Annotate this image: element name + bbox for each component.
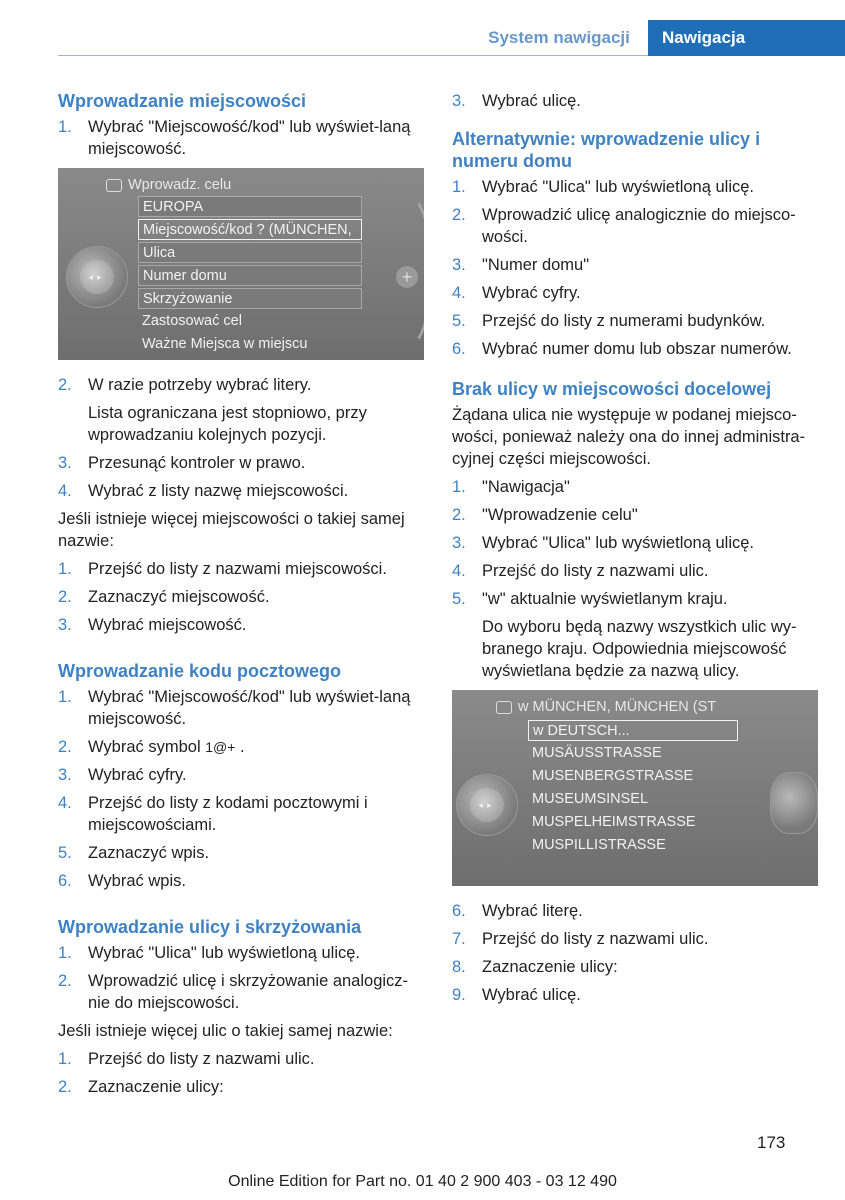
step-number: 4. (58, 482, 72, 500)
step-number: 6. (452, 902, 466, 920)
steps-place-1 (58, 116, 424, 160)
steps-final (452, 900, 818, 1006)
step-text: Zaznaczenie ulicy: (88, 1078, 224, 1096)
list-item (452, 204, 818, 248)
steps-place-3 (58, 452, 424, 502)
step-text: Wybrać cyfry. (482, 284, 581, 302)
list-item (452, 476, 818, 498)
step-number: 6. (452, 340, 466, 358)
para-duplicate-places: Jeśli istnieje więcej miejscowości o takiej samej nazwie: (58, 510, 405, 550)
street-list-item[interactable]: MUSENBERGSTRASSE (532, 768, 694, 784)
step-text: "Numer domu" (482, 256, 590, 274)
step-number: 3. (58, 616, 72, 634)
menu-item[interactable]: Ważne Miejsca w miejscu (142, 336, 308, 352)
list-item (452, 504, 818, 526)
step-text: Zaznaczyć wpis. (88, 844, 210, 862)
note-list-narrowing: Lista ograniczana jest stopniowo, przy wprowadzaniu kolejnych pozycji. (88, 404, 367, 444)
list-item (452, 90, 818, 112)
list-item (58, 1076, 424, 1098)
list-item: 2. Wybrać symbol 1@+ . (58, 738, 245, 756)
step-text: Wybrać "Ulica" lub wyświetloną ulicę. (88, 944, 360, 962)
nav-icon (496, 701, 512, 714)
steps-street-3 (452, 90, 818, 112)
step-text: Wybrać wpis. (88, 872, 186, 890)
list-item (58, 842, 424, 864)
menu-item[interactable]: Miejscowość/kod ? (MÜNCHEN, (138, 219, 362, 240)
menu-item[interactable]: EUROPA (138, 196, 362, 217)
step-number: 6. (58, 872, 72, 890)
list-item (452, 254, 818, 276)
symbol-icon: 1@+ (205, 739, 236, 755)
step-number: 1. (452, 178, 466, 196)
step-number: 1. (452, 478, 466, 496)
steps-place-4 (58, 558, 424, 636)
step-text: Wybrać "Ulica" lub wyświetloną ulicę. (482, 178, 754, 196)
page-number: 173 (757, 1133, 786, 1152)
list-item (452, 984, 818, 1006)
idrive-screen-street (452, 690, 818, 886)
steps-place-2 (58, 374, 424, 396)
step-number: 5. (58, 844, 72, 862)
list-item (452, 928, 818, 950)
step-number: 2. (58, 588, 72, 606)
step-number: 1. (58, 118, 72, 136)
list-item (58, 870, 424, 892)
menu-item[interactable]: Skrzyżowanie (138, 288, 362, 309)
list-item (58, 558, 424, 580)
idrive-screen-destination (58, 168, 424, 360)
step-number: 3. (58, 454, 72, 472)
step-text: Wybrać literę. (482, 902, 583, 920)
step-number: 2. (58, 1078, 72, 1096)
street-list-item[interactable]: MUSEUMSINSEL (532, 791, 649, 807)
side-knob (770, 772, 818, 834)
steps-postal (58, 764, 424, 892)
step-text: "Wprowadzenie celu" (482, 506, 638, 524)
street-list-item[interactable]: MUSPELHEIMSTRASSE (532, 814, 696, 830)
nav-icon (106, 179, 122, 192)
step-text: Przejść do listy z nazwami ulic. (482, 562, 709, 580)
step-text: Wybrać ulicę. (482, 986, 581, 1004)
heading-street-junction: Wprowadzanie ulicy i skrzyżowania (58, 917, 362, 937)
list-item (58, 374, 424, 396)
footer-edition: Online Edition for Part no. 01 40 2 900 403 - 03 12 490 (228, 1173, 617, 1190)
list-item (58, 1048, 424, 1070)
steps-alt (452, 176, 818, 360)
step-text: "Nawigacja" (482, 478, 570, 496)
screen-title: w MÜNCHEN, MÜNCHEN (ST (496, 696, 716, 718)
header-section-title: System nawigacji (488, 28, 630, 47)
screen-title: Wprowadz. celu (106, 174, 231, 196)
street-list-item[interactable]: w DEUTSCH... (528, 720, 738, 741)
step-text: Wybrać z listy nazwę miejscowości. (88, 482, 349, 500)
step-text: Wybrać miejscowość. (88, 616, 247, 634)
step-text: "w" aktualnie wyświetlanym kraju. (482, 590, 728, 608)
step-number: 5. (452, 590, 466, 608)
controller-arrows-icon: ◂▸ (80, 260, 114, 294)
list-item: 1. Wybrać "Miejscowość/kod" lub wyświet-laną miejscowość. (58, 688, 411, 728)
list-item (452, 176, 818, 198)
controller-arrows-icon: ◂▸ (470, 788, 504, 822)
step-text: Wybrać numer domu lub obszar numerów. (482, 340, 792, 358)
step-text: Przejść do listy z nazwami ulic. (482, 930, 709, 948)
step-number: 1. (58, 944, 72, 962)
step-text: Przesunąć kontroler w prawo. (88, 454, 306, 472)
note-street-names: Do wyboru będą nazwy wszystkich ulic wy-branego kraju. Odpowiednia miejscowość wyświetlana będzie za nazwą ulicy. (482, 618, 797, 680)
list-item (452, 588, 818, 610)
step-text: Wybrać "Miejscowość/kod" lub wyświet-laną miejscowość. (88, 118, 411, 158)
step-number: 2. (58, 972, 72, 990)
street-list-item[interactable]: MUSÄUSSTRASSE (532, 745, 662, 761)
list-item (58, 942, 424, 964)
step-number: 9. (452, 986, 466, 1004)
heading-alt-street-number: Alternatywnie: wprowadzenie ulicy i numeru domu (452, 129, 761, 171)
step-number: 8. (452, 958, 466, 976)
para-duplicate-streets: Jeśli istnieje więcej ulic o takiej samej nazwie: (58, 1022, 393, 1040)
heading-no-street: Brak ulicy w miejscowości docelowej (452, 379, 772, 399)
menu-item[interactable]: Numer domu (138, 265, 362, 286)
list-item (58, 614, 424, 636)
step-text: Przejść do listy z numerami budynków. (482, 312, 766, 330)
menu-item[interactable]: Zastosować cel (142, 313, 242, 329)
step-number: 2. (58, 376, 72, 394)
para-no-street: Żądana ulica nie występuje w podanej miejsco-wości, ponieważ należy ona do innej administra-cyjnej części miejscowości. (452, 406, 806, 468)
step-text: W razie potrzeby wybrać litery. (88, 376, 312, 394)
list-item (452, 560, 818, 582)
step-text: Zaznaczenie ulicy: (482, 958, 618, 976)
header-divider (58, 55, 648, 56)
steps-street (58, 942, 424, 1014)
list-item (452, 900, 818, 922)
steps-street-2 (58, 1048, 424, 1098)
step-number: 4. (452, 562, 466, 580)
street-list-item[interactable]: MUSPILLISTRASSE (532, 837, 666, 853)
list-item (58, 792, 424, 836)
step-text: Przejść do listy z nazwami miejscowości. (88, 560, 387, 578)
list-item (58, 116, 424, 160)
step-number: 3. (452, 534, 466, 552)
heading-place-entry: Wprowadzanie miejscowości (58, 91, 307, 111)
list-item (452, 310, 818, 332)
step-number: 2. (452, 506, 466, 524)
list-item (452, 532, 818, 554)
header-tab-title: Nawigacja (648, 20, 845, 56)
step-number: 4. (452, 284, 466, 302)
step-text: Przejść do listy z kodami pocztowymi i miejscowościami. (88, 794, 368, 834)
step-text: Przejść do listy z nazwami ulic. (88, 1050, 315, 1068)
list-item (58, 480, 424, 502)
step-text: Wybrać ulicę. (482, 92, 581, 110)
step-number: 3. (452, 92, 466, 110)
list-item (58, 452, 424, 474)
step-number: 3. (58, 766, 72, 784)
step-number: 1. (58, 1050, 72, 1068)
list-item (452, 956, 818, 978)
right-column (452, 90, 818, 1012)
steps-no-street (452, 476, 818, 610)
heading-postal-code: Wprowadzanie kodu pocztowego (58, 661, 341, 681)
step-number: 4. (58, 794, 72, 812)
step-text: Zaznaczyć miejscowość. (88, 588, 270, 606)
step-number: 5. (452, 312, 466, 330)
list-item (452, 338, 818, 360)
step-number: 3. (452, 256, 466, 274)
step-number: 1. (58, 560, 72, 578)
list-item (58, 586, 424, 608)
left-column (58, 90, 424, 1104)
step-number: 7. (452, 930, 466, 948)
step-text: Wprowadzić ulicę i skrzyżowanie analogicz-nie do miejscowości. (88, 972, 409, 1012)
step-number: 2. (452, 206, 466, 224)
menu-item[interactable]: Ulica (138, 242, 362, 263)
list-item (58, 970, 424, 1014)
step-text: Wybrać cyfry. (88, 766, 187, 784)
list-item (58, 764, 424, 786)
plus-icon: + (396, 266, 418, 288)
step-text: Wybrać "Ulica" lub wyświetloną ulicę. (482, 534, 754, 552)
list-item (452, 282, 818, 304)
step-text: Wprowadzić ulicę analogicznie do miejsco-wości. (482, 206, 796, 246)
